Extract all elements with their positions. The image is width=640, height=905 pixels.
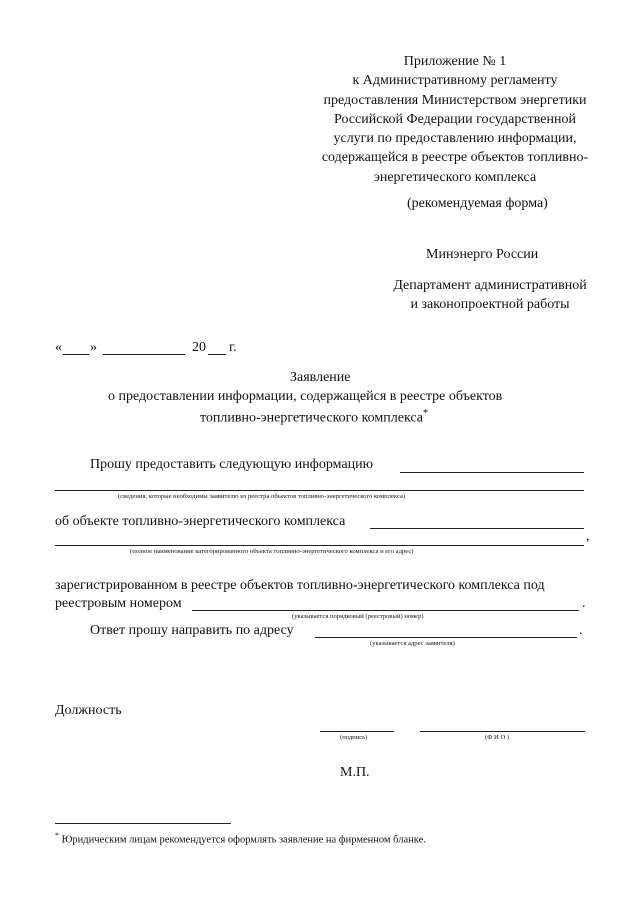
- header-line: к Административному регламенту: [352, 73, 558, 89]
- form-note: (рекомендуемая форма): [407, 196, 548, 211]
- date-year-field[interactable]: [208, 354, 226, 355]
- request-field[interactable]: [400, 472, 584, 473]
- appendix-header: [300, 52, 610, 187]
- header-line: предоставления Министерством энергетики: [323, 92, 587, 108]
- answer-hint: (указывается адрес заявителя): [370, 640, 455, 647]
- department-line: Департамент административной: [393, 278, 587, 293]
- header-line: Российской Федерации государственной: [334, 111, 576, 127]
- registered-dot: .: [582, 596, 586, 611]
- date-close-quote: »: [90, 340, 97, 355]
- date-open-quote: «: [55, 340, 62, 355]
- answer-address-field[interactable]: [315, 637, 577, 638]
- date-year-prefix: 20: [192, 340, 206, 355]
- date-day-field[interactable]: [63, 354, 89, 355]
- title-line: [200, 408, 428, 427]
- footnote-mark: *: [55, 831, 59, 840]
- title-line-text: топливно-энергетического комплекса: [200, 410, 423, 426]
- stamp-label: М.П.: [340, 765, 370, 780]
- header-line: содержащейся в реестре объектов топливно-: [321, 150, 589, 166]
- recipient-ministry: Минэнерго России: [426, 247, 539, 262]
- registered-number-field[interactable]: [192, 610, 579, 611]
- object-field[interactable]: [370, 528, 584, 529]
- footnote-divider: [55, 823, 231, 824]
- answer-dot: .: [579, 623, 583, 638]
- date-year-suffix: г.: [229, 340, 237, 355]
- recipient-department: [370, 276, 610, 314]
- title-line: о предоставлении информации, содержащейся в реестре объектов: [108, 389, 503, 404]
- object-label: об объекте топливно-энергетического комплекса: [55, 514, 346, 529]
- footnote: [55, 831, 426, 846]
- object-comma: ,: [586, 529, 590, 544]
- request-label: Прошу предоставить следующую информацию: [90, 457, 374, 472]
- signature-hint: (подпись): [340, 734, 368, 741]
- document-title: Заявление: [290, 370, 351, 385]
- request-hint: (сведения, которые необходимы заявителю из реестра объектов топливно-энергетического комплекса): [118, 493, 406, 500]
- position-label: Должность: [55, 703, 122, 718]
- registered-hint: (указывается порядковый (реестровый) номер): [292, 613, 424, 620]
- date-month-field[interactable]: [103, 354, 185, 355]
- name-field[interactable]: [420, 731, 585, 732]
- header-line: энергетического комплекса: [373, 169, 537, 185]
- object-field-2[interactable]: [55, 545, 584, 546]
- header-line: Приложение № 1: [403, 54, 507, 69]
- registered-label: зарегистрированном в реестре объектов топливно-энергетического комплекса под: [55, 578, 545, 593]
- name-hint: (Ф И О ): [485, 734, 510, 741]
- object-hint: (полное наименование категорированного объекта топливно-энергетического комплекса и его адрес): [130, 548, 414, 555]
- answer-label: Ответ прошу направить по адресу: [90, 623, 294, 638]
- signature-field[interactable]: [320, 731, 394, 732]
- footnote-mark: *: [423, 408, 428, 419]
- header-line: услуги по предоставлению информации,: [333, 131, 577, 147]
- footnote-text: Юридическим лицам рекомендуется оформлять заявление на фирменном бланке.: [61, 834, 426, 846]
- request-field-2[interactable]: [55, 490, 584, 491]
- registered-number-label: реестровым номером: [55, 596, 182, 611]
- department-line: и законопроектной работы: [410, 297, 570, 312]
